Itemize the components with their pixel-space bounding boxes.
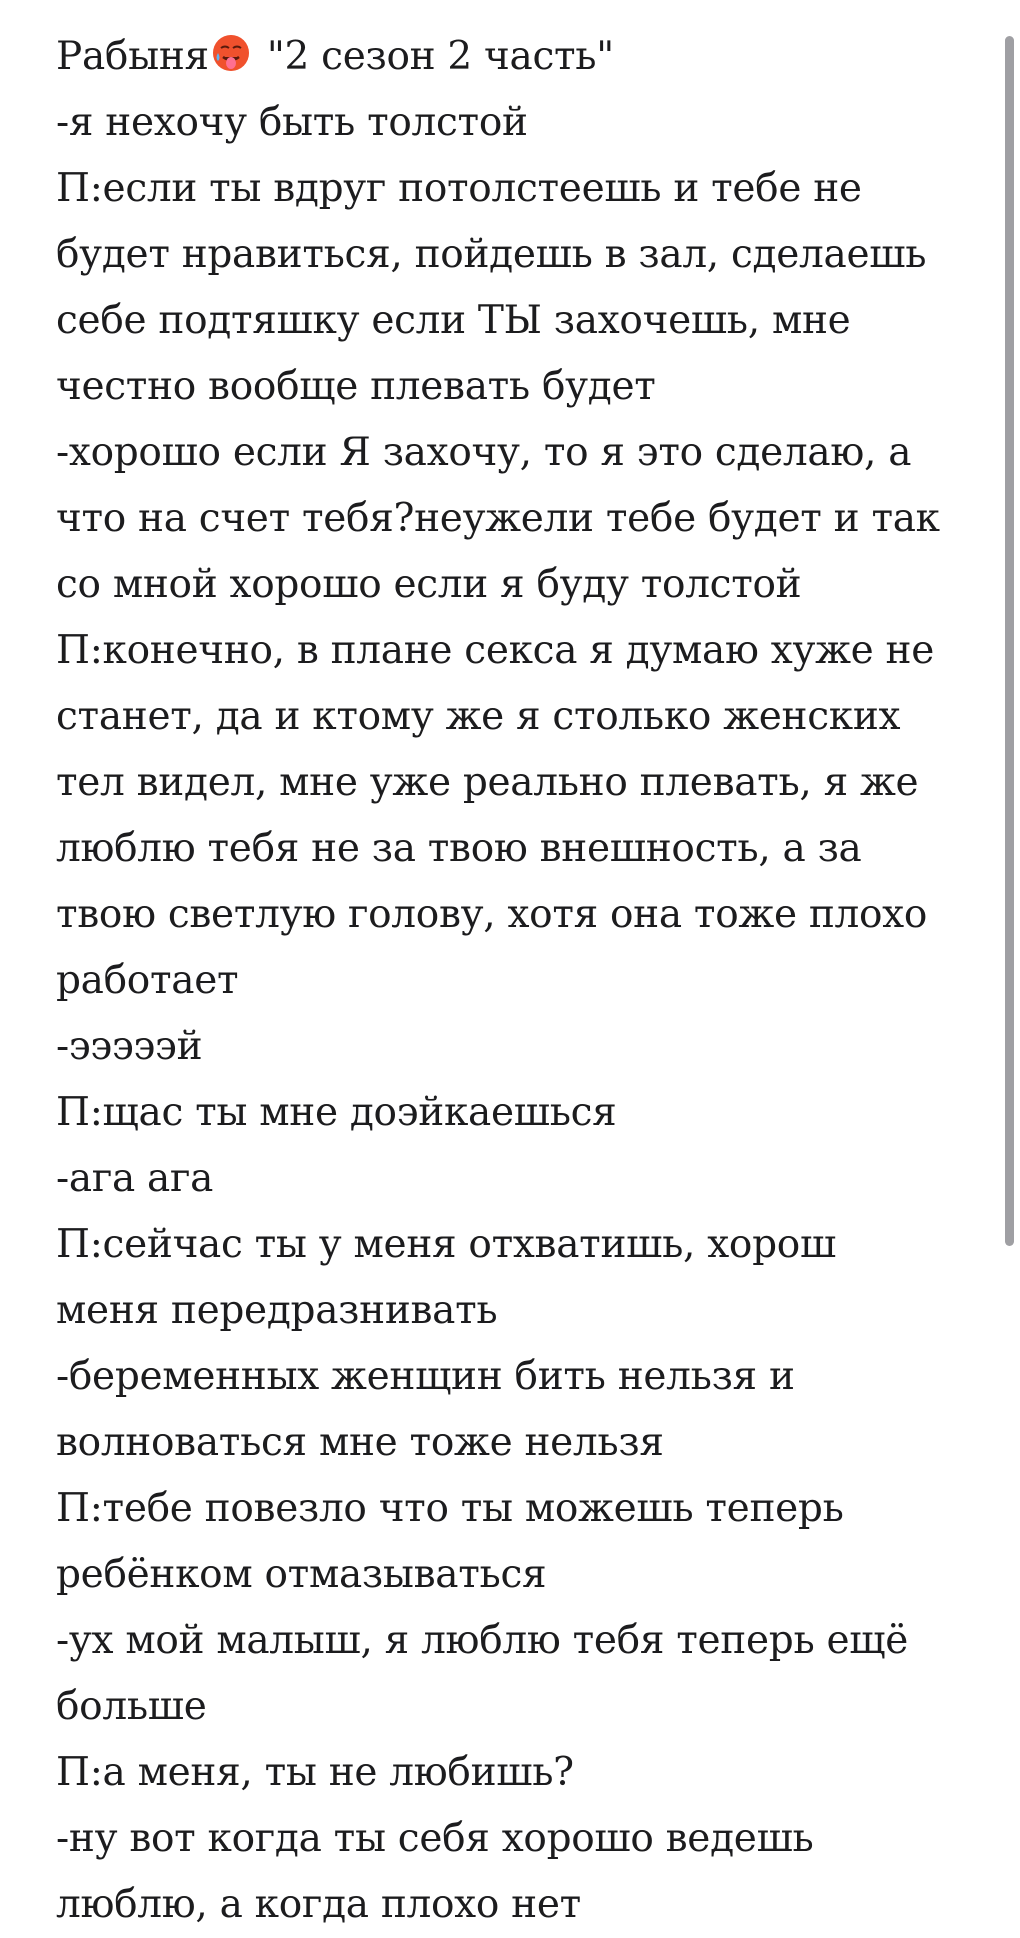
- note-text-line: -хорошо если Я захочу, то я это сделаю, а: [56, 430, 912, 475]
- note-text-line: со мной хорошо если я буду толстой: [56, 562, 802, 607]
- note-text-line: будет нравиться, пойдешь в зал, сделаешь: [56, 232, 927, 277]
- note-text-line: люблю тебя не за твою внешность, а за: [56, 826, 862, 871]
- note-text-line: -ага ага: [56, 1156, 214, 1201]
- note-text-line: больше: [56, 1684, 207, 1729]
- note-text-line: честно вообще плевать будет: [56, 364, 656, 409]
- note-text-line: работает: [56, 958, 239, 1003]
- note-text-line: П:сейчас ты у меня отхватишь, хорош: [56, 1222, 836, 1267]
- note-text-line: волноваться мне тоже нельзя: [56, 1420, 664, 1465]
- note-title-prefix: Рабыня: [56, 34, 209, 79]
- note-text-line: -эээээй: [56, 1024, 203, 1069]
- note-body[interactable]: [56, 24, 940, 1938]
- note-text-line: что на счет тебя?неужели тебе будет и так: [56, 496, 940, 541]
- note-text-line: П:а меня, ты не любишь?: [56, 1750, 574, 1795]
- note-text-line: твою светлую голову, хотя она тоже плохо: [56, 892, 928, 937]
- note-text-line: люблю, а когда плохо нет: [56, 1882, 581, 1927]
- hot-face-emoji-icon: [211, 33, 251, 73]
- note-text-line: -беременных женщин бить нельзя и: [56, 1354, 795, 1399]
- vertical-scrollbar[interactable]: [1005, 36, 1014, 1246]
- note-text-line: меня передразнивать: [56, 1288, 498, 1333]
- note-text-line: П:тебе повезло что ты можешь теперь: [56, 1486, 844, 1531]
- note-text-line: тел видел, мне уже реально плевать, я же: [56, 760, 919, 805]
- note-text-line: ребёнком отмазываться: [56, 1552, 547, 1597]
- note-text-line: -я нехочу быть толстой: [56, 100, 528, 145]
- note-text-line: П:щас ты мне доэйкаешься: [56, 1090, 617, 1135]
- note-text-line: -ух мой малыш, я люблю тебя теперь ещё: [56, 1618, 908, 1663]
- note-text-line: станет, да и ктому же я столько женских: [56, 694, 901, 739]
- note-text-line: П:конечно, в плане секса я думаю хуже не: [56, 628, 935, 673]
- note-text-line: себе подтяшку если ТЫ захочешь, мне: [56, 298, 851, 343]
- note-lines: [56, 90, 940, 1938]
- note-text-line: -ну вот когда ты себя хорошо ведешь: [56, 1816, 814, 1861]
- note-text-line: П:если ты вдруг потолстеешь и тебе не: [56, 166, 862, 211]
- note-title-suffix: "2 сезон 2 часть": [254, 34, 614, 79]
- note-title-line: [56, 24, 936, 90]
